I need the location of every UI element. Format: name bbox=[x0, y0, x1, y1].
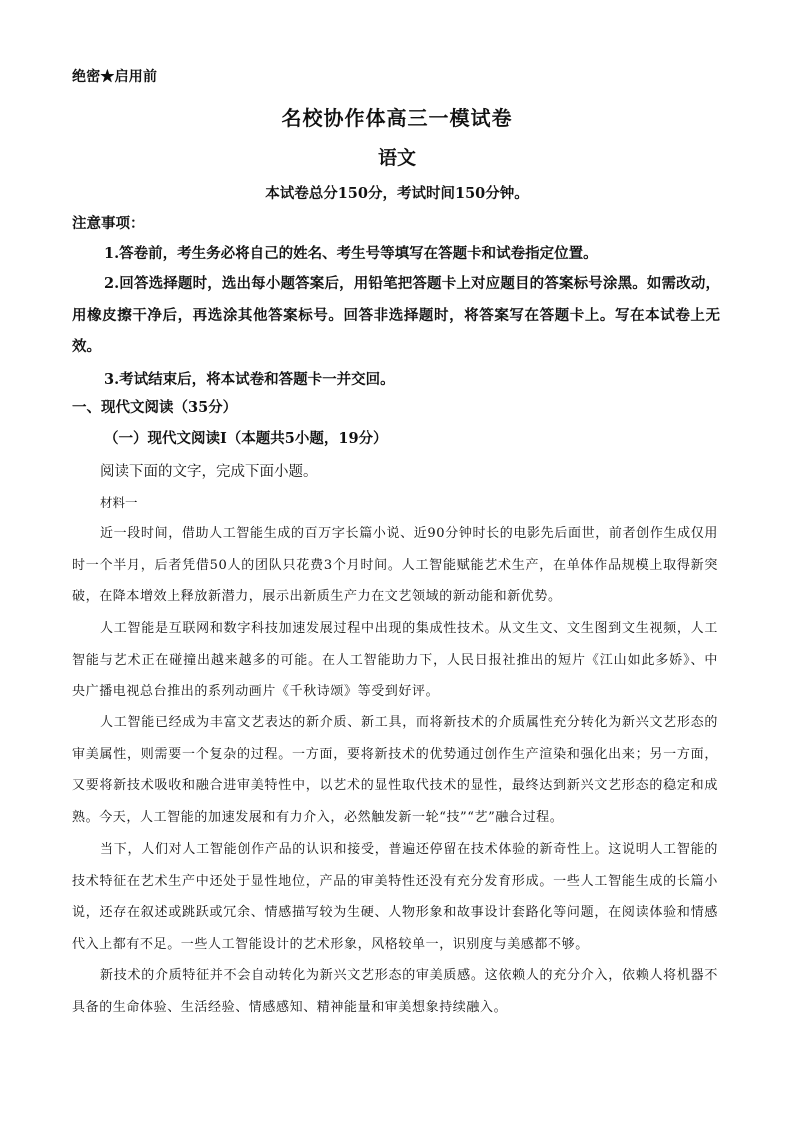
passage-paragraph: 当下，人们对人工智能创作产品的认识和接受，普遍还停留在技术体验的新奇性上。这说明人工智能的技术特征在艺术生产中还处于显性地位，产品的审美特性还没有充分发育形成。一些人工智能生成的长篇小说，还存在叙述或跳跃或冗余、情感描写较为生硬、人物形象和故事设计套路化等问题，在阅读体验和情感代入上都有不足。一些人工智能设计的艺术形象，风格较单一，识别度与美感都不够。 bbox=[72, 842, 718, 952]
material-label: 材料一 bbox=[100, 495, 138, 510]
exam-info: 本试卷总分150分，考试时间150分钟。 bbox=[265, 185, 529, 202]
reading-instruction: 阅读下面的文字，完成下面小题。 bbox=[100, 464, 318, 480]
note-item: 3.考试结束后，将本试卷和答题卡一并交回。 bbox=[104, 371, 395, 388]
note-item: 2.回答选择题时，选出每小题答案后，用铅笔把答题卡上对应题目的答案标号涂黑。如需改动，用橡皮擦干净后，再选涂其他答案标号。回答非选择题时，将答案写在答题卡上。写在本试卷上无效。 bbox=[72, 275, 720, 355]
section-heading: 一、现代文阅读（35分） bbox=[72, 399, 238, 416]
passage-paragraph: 新技术的介质特征并不会自动转化为新兴文艺形态的审美质感。这依赖人的充分介入，依赖人将机器不具备的生命体验、生活经验、情感感知、精神能量和审美想象持续融入。 bbox=[72, 968, 718, 1015]
subsection-heading: （一）现代文阅读Ⅰ（本题共5小题，19分） bbox=[104, 430, 388, 447]
exam-title: 名校协作体高三一模试卷 bbox=[281, 106, 513, 130]
passage-paragraph: 人工智能已经成为丰富文艺表达的新介质、新工具，而将新技术的介质属性充分转化为新兴文艺形态的审美属性，则需要一个复杂的过程。一方面，要将新技术的优势通过创作生产渲染和强化出来；另一方面，又要将新技术吸收和融合进审美特性中，以艺术的显性取代技术的显性，最终达到新兴文艺形态的稳定和成熟。今天，人工智能的加速发展和有力介入，必然触发新一轮“技”“艺”融合过程。 bbox=[72, 715, 718, 825]
passage-paragraph: 人工智能是互联网和数字科技加速发展过程中出现的集成性技术。从文生文、文生图到文生视频，人工智能与艺术正在碰撞出越来越多的可能。在人工智能助力下，人民日报社推出的短片《江山如此多娇》、中央广播电视总台推出的系列动画片《千秋诗颂》等受到好评。 bbox=[72, 621, 718, 699]
note-item: 1.答卷前，考生务必将自己的姓名、考生号等填写在答题卡和试卷指定位置。 bbox=[104, 245, 598, 262]
subject-title: 语文 bbox=[377, 147, 416, 169]
notes-heading: 注意事项： bbox=[72, 215, 145, 232]
passage-paragraph: 近一段时间，借助人工智能生成的百万字长篇小说、近90分钟时长的电影先后面世，前者创作生成仅用时一个半月，后者凭借50人的团队只花费3个月时间。人工智能赋能艺术生产，在单体作品规模上取得新突破，在降本增效上释放新潜力，展示出新质生产力在文艺领域的新动能和新优势。 bbox=[72, 526, 718, 604]
confidential-mark: 绝密★启用前 bbox=[72, 69, 158, 85]
